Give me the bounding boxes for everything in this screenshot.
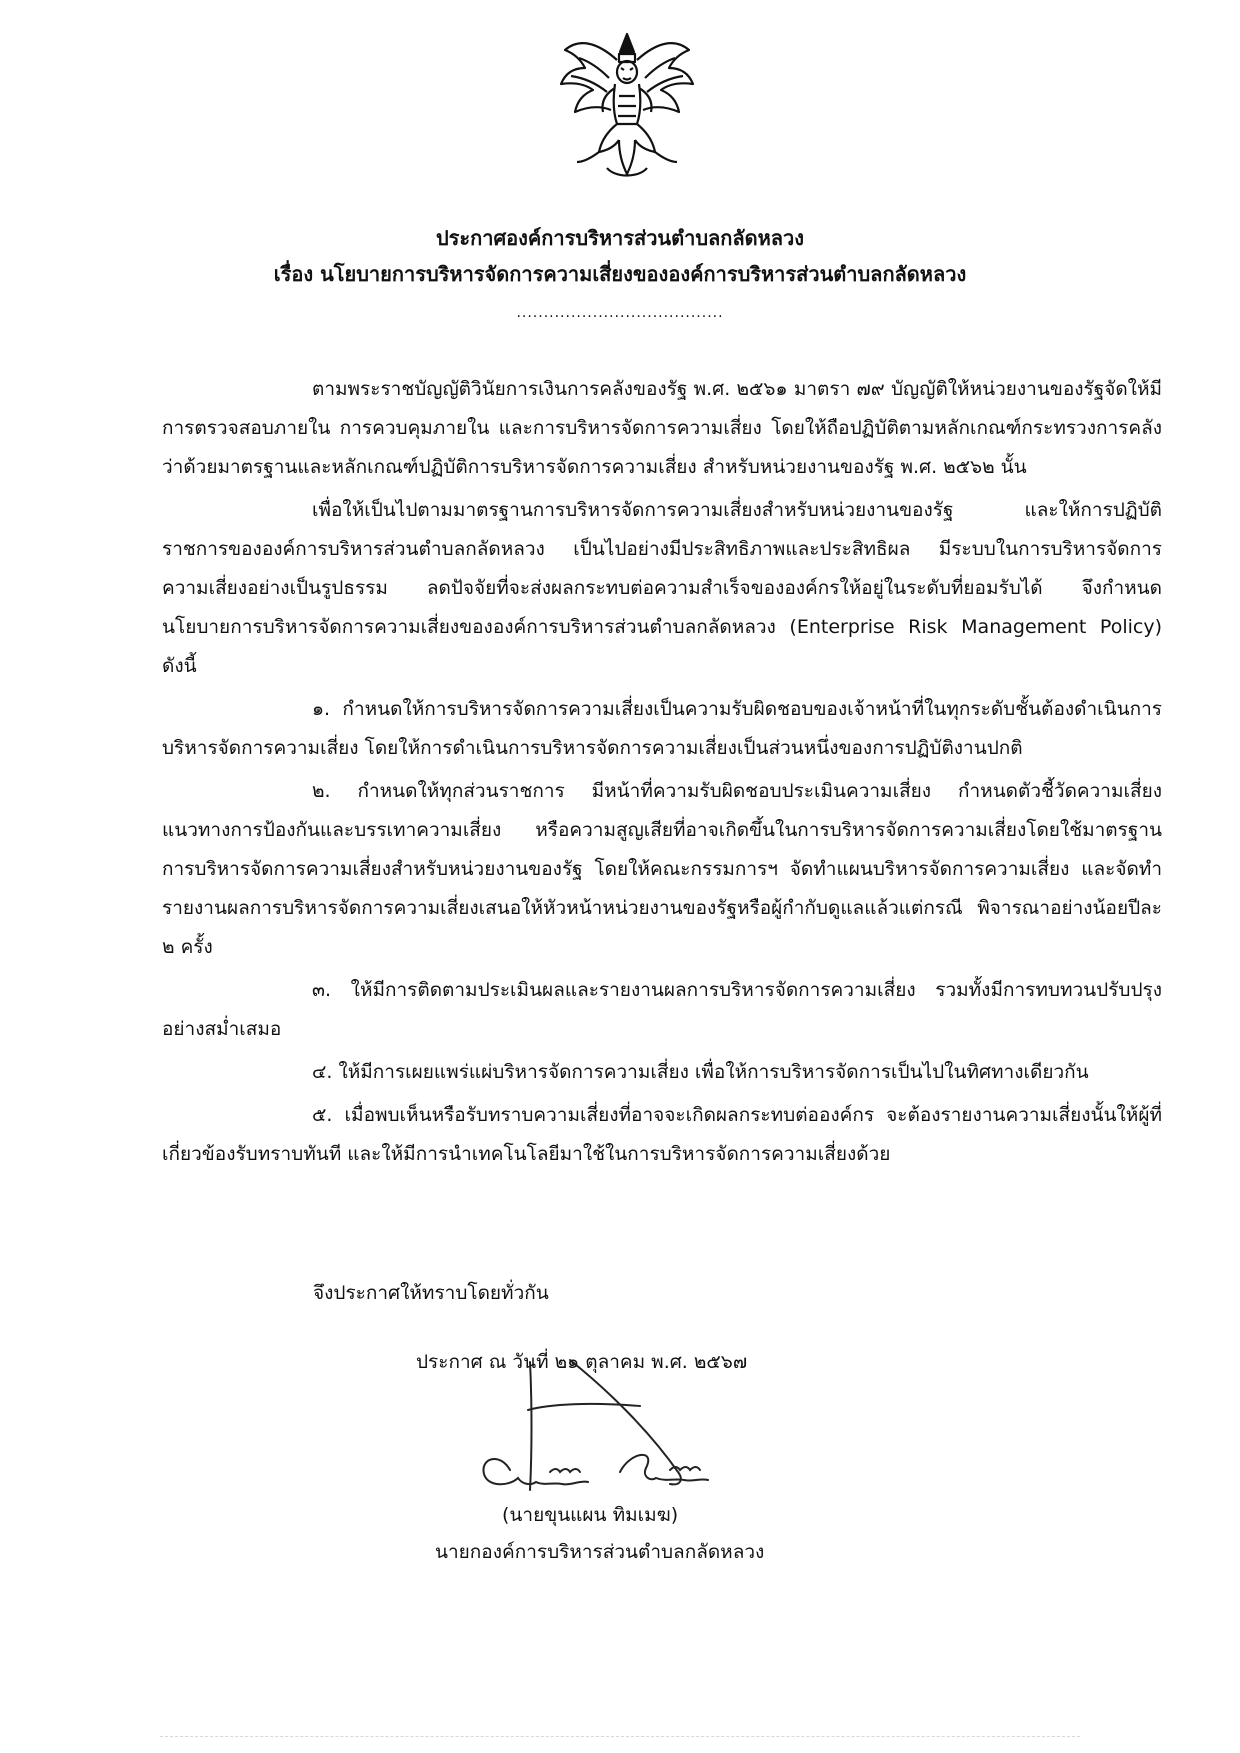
policy-item-2: ๒. กำหนดให้ทุกส่วนราชการ มีหน้าที่ความรับผิดชอบประเมินความเสี่ยง กำหนดตัวชี้วัดความเสี่ยงแนวทางการป้องกันและบรรเทาความเสี่ยง หรือความสูญเสียที่อาจเกิดขึ้นในการบริหารจัดการความเสี่ยงโดยใช้มาตรฐานการบริหารจัดการความเสี่ยงสำหรับหน่วยงานของรัฐ โดยให้คณะกรรมการฯ จัดทำแผนบริหารจัดการความเสี่ยง และจัดทำรายงานผลการบริหารจัดการความเสี่ยงเสนอให้หัวหน้าหน่วยงานของรัฐหรือผู้กำกับดูแลแล้วแต่กรณี พิจารณาอย่างน้อยปีละ ๒ ครั้ง: [162, 780, 1162, 958]
announcement-body: [162, 370, 1162, 1178]
announcement-subject: เรื่อง นโยบายการบริหารจัดการความเสี่ยงขององค์การบริหารส่วนตำบลกลัดหลวง: [273, 262, 967, 286]
garuda-emblem-icon: [557, 28, 697, 188]
signer-position: นายกองค์การบริหารส่วนตำบลกลัดหลวง: [435, 1541, 765, 1563]
closing-statement: จึงประกาศให้ทราบโดยทั่วกัน: [313, 1282, 549, 1304]
announcement-title: ประกาศองค์การบริหารส่วนตำบลกลัดหลวง: [435, 226, 805, 250]
announcement-date: ประกาศ ณ วันที่ ๒๑ ตุลาคม พ.ศ. ๒๕๖๗: [416, 1351, 748, 1373]
policy-item-1: ๑. กำหนดให้การบริหารจัดการความเสี่ยงเป็นความรับผิดชอบของเจ้าหน้าที่ในทุกระดับชั้นต้องดำเนินการบริหารจัดการความเสี่ยง โดยให้การดำเนินการบริหารจัดการความเสี่ยงเป็นส่วนหนึ่งของการปฏิบัติงานปกติ: [162, 698, 1162, 759]
policy-item-5: ๕. เมื่อพบเห็นหรือรับทราบความเสี่ยงที่อาจจะเกิดผลกระทบต่อองค์กร จะต้องรายงานความเสี่ยงนั้นให้ผู้ที่เกี่ยวข้องรับทราบทันที และให้มีการนำเทคโนโลยีมาใช้ในการบริหารจัดการความเสี่ยงด้วย: [162, 1104, 1162, 1165]
handwritten-signature: [470, 1352, 770, 1512]
signer-name: (นายขุนแผน ทิมเมฆ): [502, 1504, 679, 1526]
body-paragraph-purpose: เพื่อให้เป็นไปตามมาตรฐานการบริหารจัดการความเสี่ยงสำหรับหน่วยงานของรัฐ และให้การปฏิบัติราชการขององค์การบริหารส่วนตำบลกลัดหลวง เป็นไปอย่างมีประสิทธิภาพและประสิทธิผล มีระบบในการบริหารจัดการความเสี่ยงอย่างเป็นรูปธรรม ลดปัจจัยที่จะส่งผลกระทบต่อความสำเร็จขององค์กรให้อยู่ในระดับที่ยอมรับได้ จึงกำหนดนโยบายการบริหารจัดการความเสี่ยงขององค์การบริหารส่วนตำบลกลัดหลวง (Enterprise Risk Management Policy) ดังนี้: [162, 499, 1162, 677]
title-separator: ......................................: [516, 305, 724, 321]
policy-item-4: ๔. ให้มีการเผยแพร่แผ่บริหารจัดการความเสี่ยง เพื่อให้การบริหารจัดการเป็นไปในทิศทางเดียวกัน: [312, 1061, 1089, 1083]
scan-footer-line: [160, 1736, 1080, 1737]
body-paragraph-intro: ตามพระราชบัญญัติวินัยการเงินการคลังของรัฐ พ.ศ. ๒๕๖๑ มาตรา ๗๙ บัญญัติให้หน่วยงานของรัฐจัดให้มีการตรวจสอบภายใน การควบคุมภายใน และการบริหารจัดการความเสี่ยง โดยให้ถือปฏิบัติตามหลักเกณฑ์กระทรวงการคลังว่าด้วยมาตรฐานและหลักเกณฑ์ปฏิบัติการบริหารจัดการความเสี่ยง สำหรับหน่วยงานของรัฐ พ.ศ. ๒๕๖๒ นั้น: [162, 378, 1162, 478]
policy-item-3: ๓. ให้มีการติดตามประเมินผลและรายงานผลการบริหารจัดการความเสี่ยง รวมทั้งมีการทบทวนปรับปรุงอย่างสม่ำเสมอ: [162, 979, 1162, 1040]
